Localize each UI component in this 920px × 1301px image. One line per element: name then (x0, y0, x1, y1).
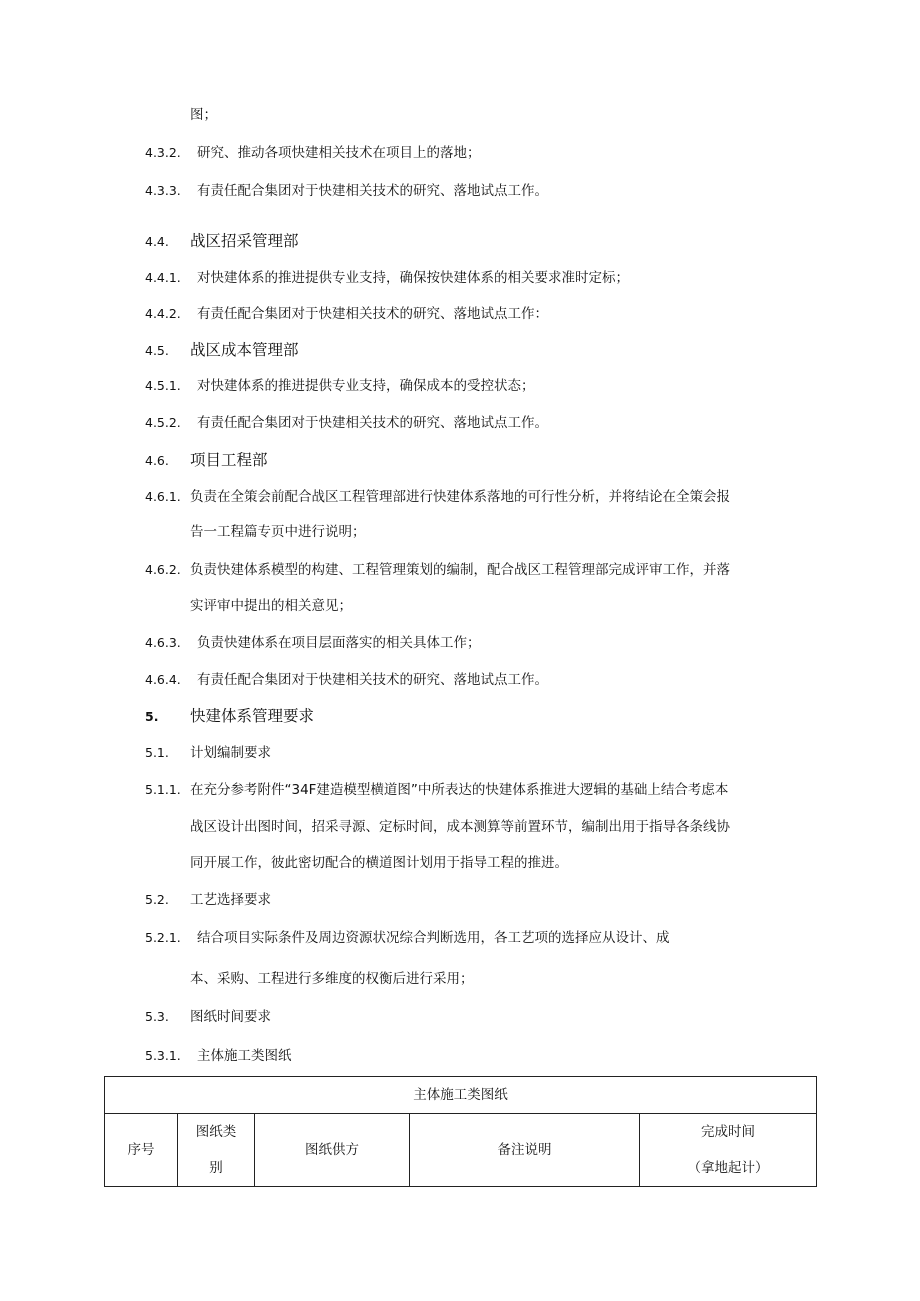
header-completion (640, 1114, 817, 1187)
clause-text: 对快建体系的推进提供专业支持，确保成本的受控状态； (197, 378, 535, 394)
section-heading: 图纸时间要求 (190, 1009, 271, 1025)
header-category-line2: 别 (209, 1160, 223, 1176)
clause-number: 4.3.2. (145, 145, 181, 160)
clause-text: 有责任配合集团对于快建相关技术的研究、落地试点工作。 (197, 415, 548, 431)
section-number: 5.2. (145, 892, 169, 907)
clause-text: 负责在全策会前配合战区工程管理部进行快建体系落地的可行性分析，并将结论在全策会报 (190, 489, 730, 505)
clause-text: 有责任配合集团对于快建相关技术的研究、落地试点工作。 (197, 672, 548, 688)
section-number: 4.4. (145, 234, 169, 249)
section-number: 5.1. (145, 745, 169, 760)
clause-text-continued: 实评审中提出的相关意见； (190, 598, 352, 614)
clause-text-continued: 战区设计出图时间，招采寻源、定标时间，成本测算等前置环节，编制出用于指导各条线协 (190, 819, 730, 835)
clause-text: 在充分参考附件“34F建造模型横道图”中所表达的快建体系推进大逻辑的基础上结合考虑本 (190, 782, 729, 798)
clause-text: 有责任配合集团对于快建相关技术的研究、落地试点工作。 (197, 183, 548, 199)
clause-number: 4.6.4. (145, 672, 181, 687)
section-number: 4.6. (145, 453, 169, 468)
clause-text: 结合项目实际条件及周边资源状况综合判断选用，各工艺项的选择应从设计、成 (197, 930, 670, 946)
clause-number: 4.6.3. (145, 635, 181, 650)
section-heading: 项目工程部 (190, 451, 268, 469)
clause-number: 4.3.3. (145, 183, 181, 198)
clause-text: 有责任配合集团对于快建相关技术的研究、落地试点工作： (197, 306, 548, 322)
clause-number: 4.4.2. (145, 306, 181, 321)
table-caption: 主体施工类图纸 (105, 1077, 817, 1114)
header-category (178, 1114, 255, 1187)
section-number: 5.3. (145, 1009, 169, 1024)
clause-number: 5.3.1. (145, 1048, 181, 1063)
clause-text: 负责快建体系在项目层面落实的相关具体工作； (197, 635, 481, 651)
section-heading: 工艺选择要求 (190, 892, 271, 908)
clause-text-continued: 同开展工作，彼此密切配合的横道图计划用于指导工程的推进。 (190, 855, 568, 871)
section-number: 4.5. (145, 343, 169, 358)
section-heading: 战区招采管理部 (190, 232, 299, 250)
header-provider: 图纸供方 (255, 1114, 410, 1187)
clause-text-continued: 本、采购、工程进行多维度的权衡后进行采用； (190, 971, 474, 987)
chapter-heading: 快建体系管理要求 (190, 707, 315, 725)
table-caption-row (105, 1077, 817, 1114)
header-remarks: 备注说明 (410, 1114, 640, 1187)
section-heading: 战区成本管理部 (190, 341, 299, 359)
clause-text: 研究、推动各项快建相关技术在项目上的落地； (197, 145, 481, 161)
clause-number: 4.6.2. (145, 562, 181, 577)
clause-number: 4.6.1. (145, 489, 181, 504)
clause-text: 对快建体系的推进提供专业支持，确保按快建体系的相关要求准时定标； (197, 270, 629, 286)
clause-number: 4.5.1. (145, 378, 181, 393)
clause-number: 4.5.2. (145, 415, 181, 430)
clause-number: 5.2.1. (145, 930, 181, 945)
header-completion-line2: （拿地起计） (687, 1160, 769, 1176)
clause-number: 5.1.1. (145, 782, 181, 797)
text-line: 图； (190, 107, 217, 123)
drawings-table (104, 1076, 817, 1187)
header-category-line1: 图纸类 (195, 1124, 237, 1140)
clause-text-continued: 告一工程篇专页中进行说明； (190, 524, 366, 540)
header-seq: 序号 (105, 1114, 178, 1187)
clause-text: 负责快建体系模型的构建、工程管理策划的编制，配合战区工程管理部完成评审工作，并落 (190, 562, 730, 578)
clause-text: 主体施工类图纸 (197, 1048, 292, 1064)
table-header-row (105, 1114, 817, 1187)
clause-number: 4.4.1. (145, 270, 181, 285)
header-completion-line1: 完成时间 (701, 1124, 756, 1140)
chapter-number: 5. (145, 709, 159, 724)
section-heading: 计划编制要求 (190, 745, 271, 761)
